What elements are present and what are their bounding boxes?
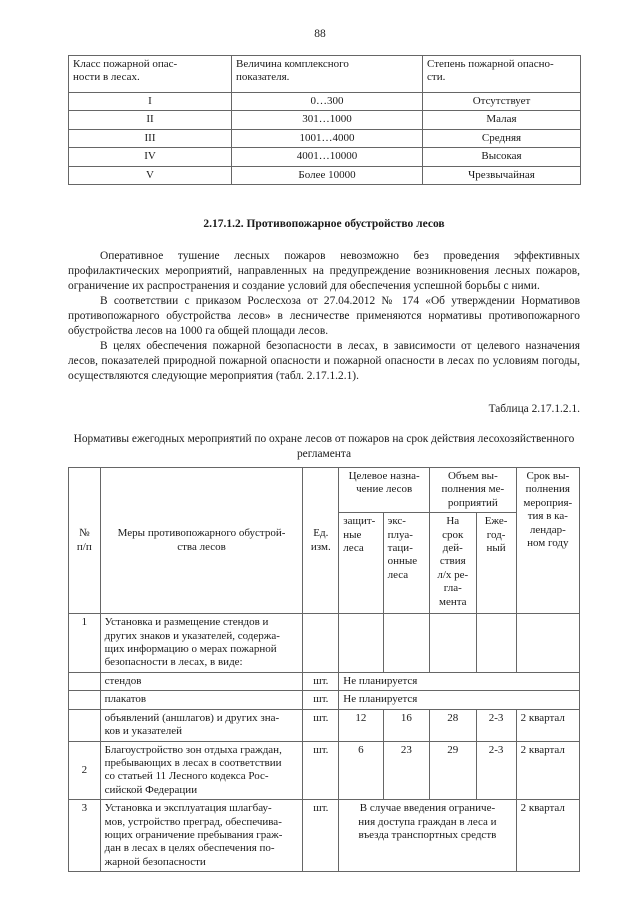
measure-line: Установка и размещение стендов и (104, 616, 269, 629)
page-content (68, 55, 580, 872)
cell-row-number: 3 (69, 800, 101, 872)
cell-unit (303, 614, 339, 673)
cell-measure (100, 741, 303, 800)
header-line: гла- (443, 582, 462, 595)
cell-calendar-term: 2 квартал (516, 709, 579, 741)
cell-indicator: 1001…4000 (232, 129, 423, 147)
header-line: леса (387, 568, 409, 581)
header-line: мероприя- (523, 496, 573, 509)
cell-indicator: 301…1000 (232, 111, 423, 129)
cell-term: 29 (430, 741, 476, 800)
cell-degree: Высокая (423, 148, 581, 166)
measure-line: Установка и эксплуатация шлагбау- (104, 802, 272, 815)
header-cell-regulation-term (430, 513, 476, 614)
table-row (69, 148, 581, 166)
header-line: дей- (442, 542, 463, 555)
cell-protective: 6 (339, 741, 383, 800)
cell-degree: Малая (423, 111, 581, 129)
header-cell-exploitation-forests (383, 513, 429, 614)
measure-line: жарной безопасности (104, 855, 206, 868)
header-line: ствия (439, 555, 466, 568)
cell-exploitation (383, 614, 429, 673)
table-row (69, 614, 580, 673)
measure-line: безопасности в лесах, в виде: (104, 656, 243, 669)
header-line: год- (486, 528, 506, 541)
header-line: срок (442, 528, 464, 541)
header-cell-number (69, 468, 101, 614)
header-line: Еже- (484, 515, 508, 528)
header-line: тия в ка- (527, 510, 568, 523)
header-line: ности в лесах. (73, 71, 140, 84)
header-line: плуа- (387, 528, 413, 541)
header-line: мента (439, 595, 467, 608)
cell-span-note: Не планируется (339, 672, 580, 690)
cell-class: IV (69, 148, 232, 166)
cell-measure (100, 614, 303, 673)
header-line: защит- (343, 515, 376, 528)
cell-class: I (69, 93, 232, 111)
cell-degree: Средняя (423, 129, 581, 147)
header-line: сти. (427, 71, 446, 84)
table-row (69, 672, 580, 690)
table-row (69, 111, 581, 129)
measure-line: дан в лесах в целях обеспечения по- (104, 842, 275, 855)
cell-measure (100, 709, 303, 741)
header-line: Величина комплексного (236, 58, 349, 70)
header-line: ный (486, 542, 506, 555)
cell-protective: 12 (339, 709, 383, 741)
header-line: роприятий (447, 496, 498, 509)
header-line: Целевое назна- (348, 470, 420, 483)
header-line: изм. (310, 540, 331, 553)
cell-span-note: Не планируется (339, 691, 580, 709)
table-row (69, 129, 581, 147)
measure-line: сийской Федерации (104, 783, 198, 796)
header-cell-calendar-term (516, 468, 579, 614)
header-line: полнения (525, 483, 570, 496)
header-line: п/п (76, 540, 92, 553)
header-cell-purpose-group (339, 468, 430, 513)
measure-line: щих информацию о мерах пожарной (104, 643, 277, 656)
cell-class: III (69, 129, 232, 147)
cell-unit: шт. (303, 691, 339, 709)
header-cell-unit (303, 468, 339, 614)
span-note-line: ния доступа граждан в леса и (358, 815, 497, 828)
cell-row-number (69, 672, 101, 690)
cell-unit: шт. (303, 741, 339, 800)
table-row (69, 166, 581, 184)
header-line: ном году (527, 537, 569, 550)
cell-indicator: Более 10000 (232, 166, 423, 184)
header-line: чение лесов (356, 483, 413, 496)
cell-protective (339, 614, 383, 673)
header-line: леса (343, 542, 364, 555)
header-line: Степень пожарной опасно- (427, 58, 554, 70)
measure-line: со статьей 11 Лесного кодекса Рос- (104, 770, 269, 783)
header-line: полнения ме- (441, 483, 505, 496)
cell-class: II (69, 111, 232, 129)
page-number: 88 (314, 28, 326, 40)
cell-span-note (339, 800, 516, 872)
header-line: Класс пожарной опас- (73, 58, 178, 70)
cell-calendar-term (516, 614, 579, 673)
cell-measure: стендов (100, 672, 303, 690)
fire-danger-class-table (68, 55, 581, 185)
cell-exploitation: 23 (383, 741, 429, 800)
measure-line: ков и указателей (104, 725, 182, 738)
cell-annual: 2-3 (476, 741, 516, 800)
table-row (69, 741, 580, 800)
measure-line: мов, устройство преград, обеспечива- (104, 815, 282, 828)
measure-line: ющих ограничение пребывания граж- (104, 828, 283, 841)
table-row (69, 800, 580, 872)
table-row (69, 691, 580, 709)
header-cell-volume-group (430, 468, 517, 513)
header-line: Объем вы- (447, 470, 498, 483)
cell-calendar-term: 2 квартал (516, 741, 579, 800)
cell-term: 28 (430, 709, 476, 741)
measure-line: Благоустройство зон отдыха граждан, (104, 743, 282, 756)
span-note-line: В случае введения ограниче- (359, 802, 496, 815)
cell-row-number (69, 709, 101, 741)
cell-unit: шт. (303, 709, 339, 741)
cell-unit: шт. (303, 800, 339, 872)
measure-line: пребывающих в лесах в соответствии (104, 756, 282, 769)
cell-degree: Чрезвычайная (423, 166, 581, 184)
cell-annual (476, 614, 516, 673)
header-line: ные (343, 528, 362, 541)
header-line: лендар- (529, 523, 566, 536)
header-line: экс- (387, 515, 406, 528)
header-cell-measures (100, 468, 303, 614)
cell-measure (100, 800, 303, 872)
header-cell-class (69, 56, 232, 93)
header-cell-annual (476, 513, 516, 614)
header-line: ства лесов (177, 540, 226, 553)
header-line: Срок вы- (526, 470, 570, 483)
cell-calendar-term: 2 квартал (516, 800, 579, 872)
header-line: Меры противопожарного обустрой- (117, 527, 286, 540)
header-line: № (79, 527, 90, 540)
cell-row-number (69, 691, 101, 709)
header-line: л/х ре- (437, 568, 469, 581)
header-line: онные (387, 555, 418, 568)
body-paragraph: В целях обеспечения пожарной безопасности в лесах, в зависимости от целевого назначения лесов, показателей природной пожарной опасности и пожарной опасности в лесах по условиям погоды, осуществляются следующие мероприятия (табл. 2.17.1.2.1). (68, 340, 580, 383)
table-caption: Нормативы ежегодных мероприятий по охране лесов от пожаров на срок действия лесохозяйственного регламента (73, 433, 575, 461)
cell-measure: плакатов (100, 691, 303, 709)
body-paragraph: Оперативное тушение лесных пожаров невозможно без проведения эффективных профилактических мероприятий, направленных на предупреждение возникновения лесных пожаров, ограничение их распространения и создание условий для обеспечения успешной борьбы с ними. (68, 249, 580, 293)
header-line: таци- (387, 542, 413, 555)
table-row (69, 93, 581, 111)
cell-row-number: 1 (69, 614, 101, 673)
table-header-row-top (69, 468, 580, 513)
body-paragraph: В соответствии с приказом Рослесхоза от 27.04.2012 № 174 «Об утверждении Нормативов противопожарного обустройства лесов» в лесничестве применяются нормативы противопожарного обустройства лесов на 1000 га общей площади лесов. (68, 295, 580, 338)
cell-unit: шт. (303, 672, 339, 690)
section-title: 2.17.1.2. Противопожарное обустройство лесов (203, 218, 445, 231)
header-cell-indicator (232, 56, 423, 93)
cell-indicator: 0…300 (232, 93, 423, 111)
table-row (69, 709, 580, 741)
fire-prevention-measures-table (68, 467, 580, 872)
cell-annual: 2-3 (476, 709, 516, 741)
cell-term (430, 614, 476, 673)
measure-line: объявлений (аншлагов) и других зна- (104, 711, 280, 724)
cell-indicator: 4001…10000 (232, 148, 423, 166)
header-line: Ед. (313, 527, 329, 540)
header-line: показателя. (236, 71, 290, 84)
table-header-row (69, 56, 581, 93)
header-cell-degree (423, 56, 581, 93)
header-line: На (446, 515, 460, 528)
header-cell-protective-forests (339, 513, 383, 614)
cell-class: V (69, 166, 232, 184)
measure-line: других знаков и указателей, содержа- (104, 629, 280, 642)
span-note-line: въезда транспортных средств (358, 828, 497, 841)
cell-row-number: 2 (69, 741, 101, 800)
table-number-label: Таблица 2.17.1.2.1. (488, 403, 580, 416)
cell-degree: Отсутствует (423, 93, 581, 111)
cell-exploitation: 16 (383, 709, 429, 741)
